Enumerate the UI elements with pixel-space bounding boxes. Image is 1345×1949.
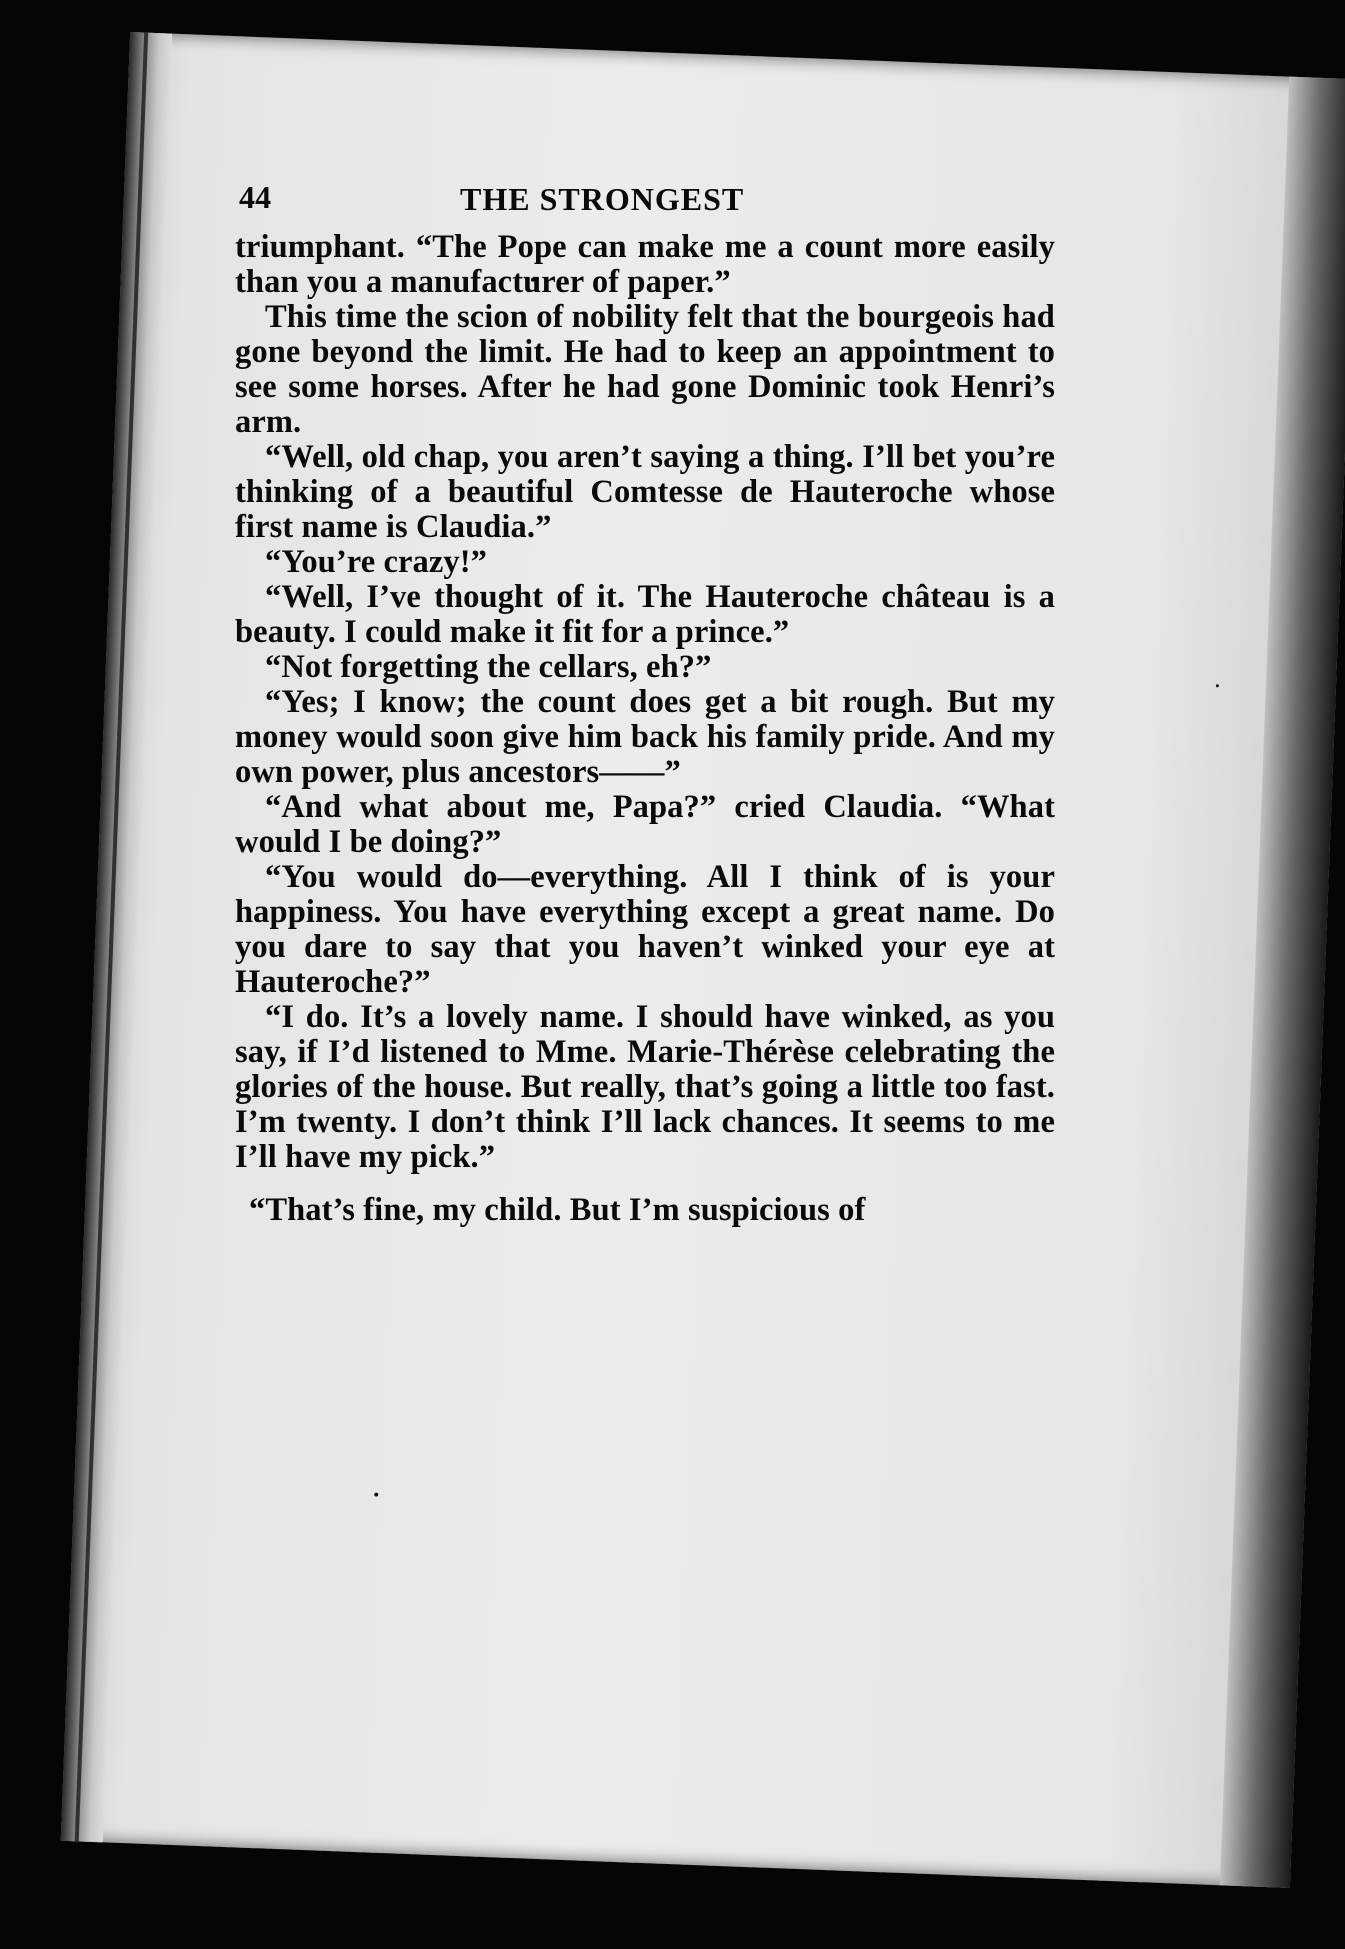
dust-speck bbox=[374, 1493, 378, 1497]
paragraph: “Not forgetting the cellars, eh?” bbox=[265, 649, 712, 685]
final-line: “That’s fine, my child. But I’m suspicious of bbox=[249, 1192, 866, 1228]
paragraph: “You would do—everything. All I think of is your happiness. You have everything except a great name. Do you dare to say that you haven’t winked your eye at Hauteroche?” bbox=[235, 859, 1055, 1000]
paragraph: “I do. It’s a lovely name. I should have winked, as you say, if I’d listened to Mme. Marie-Thérèse celebrating the glories of the house. But really, that’s going a little too fast. I’m twenty. I don’t think I’ll lack chances. It seems to me I’ll have my pick.” bbox=[235, 999, 1055, 1175]
paragraph: “Well, old chap, you aren’t saying a thing. I’ll bet you’re thinking of a beautiful Comtesse de Hauteroche whose first name is Claudia.” bbox=[235, 439, 1055, 545]
page-number: 44 bbox=[239, 179, 272, 215]
page-header bbox=[235, 180, 1055, 228]
running-head: THE STRONGEST bbox=[460, 181, 745, 217]
paragraph: triumphant. “The Pope can make me a count more easily than you a manufacturer of paper.” bbox=[235, 229, 1055, 300]
paragraph: “Well, I’ve thought of it. The Hauteroche château is a beauty. I could make it fit for a prince.” bbox=[235, 579, 1055, 650]
book-spine bbox=[61, 32, 172, 1842]
paragraph: “Yes; I know; the count does get a bit rough. But my money would soon give him back his family pride. And my own power, plus ancestors——” bbox=[235, 684, 1055, 790]
paragraph: “You’re crazy!” bbox=[265, 544, 488, 580]
paragraph: This time the scion of nobility felt that the bourgeois had gone beyond the limit. He had to keep an appointment to see some horses. After he had gone Dominic took Henri’s arm. bbox=[235, 299, 1055, 440]
dust-speck bbox=[1216, 684, 1219, 687]
page-edge-shadow bbox=[1220, 77, 1345, 1888]
paragraph: “And what about me, Papa?” cried Claudia. “What would I be doing?” bbox=[235, 789, 1055, 860]
page-content bbox=[235, 180, 1055, 1228]
